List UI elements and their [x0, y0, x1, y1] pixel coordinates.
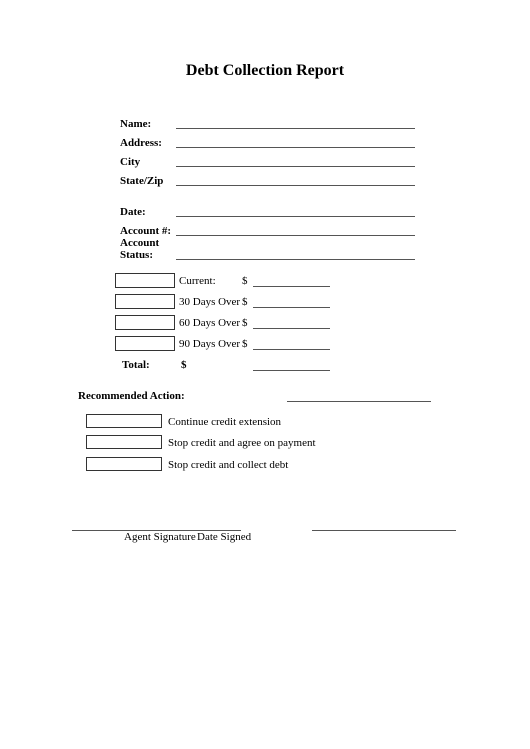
account-status-label-line1: Account [120, 237, 160, 249]
date-signed-label: Date Signed [197, 531, 252, 543]
account-number-label: Account #: [120, 225, 172, 237]
current-label: Current: [179, 275, 216, 287]
stop-credit-collect-label: Stop credit and collect debt [168, 459, 289, 471]
address-field[interactable] [176, 147, 415, 148]
60-days-amount-field[interactable] [253, 328, 330, 329]
state-zip-field[interactable] [176, 185, 415, 186]
account-status-label-line2: Status: [120, 249, 154, 261]
date-label: Date: [120, 206, 146, 218]
90-days-amount-field[interactable] [253, 349, 330, 350]
30-days-dollar-sign: $ [242, 296, 248, 308]
stop-credit-agree-label: Stop credit and agree on payment [168, 437, 316, 449]
current-amount-field[interactable] [253, 286, 330, 287]
90-days-checkbox[interactable] [115, 336, 175, 351]
90-days-dollar-sign: $ [242, 338, 248, 350]
name-label: Name: [120, 118, 152, 130]
recommended-action-field[interactable] [287, 401, 431, 402]
stop-credit-collect-checkbox[interactable] [86, 457, 162, 471]
recommended-action-label: Recommended Action: [78, 390, 185, 402]
current-dollar-sign: $ [242, 275, 248, 287]
30-days-checkbox[interactable] [115, 294, 175, 309]
state-zip-label: State/Zip [120, 175, 164, 187]
current-checkbox[interactable] [115, 273, 175, 288]
30-days-label: 30 Days Over [179, 296, 241, 308]
90-days-label: 90 Days Over [179, 338, 241, 350]
city-label: City [120, 156, 141, 168]
city-field[interactable] [176, 166, 415, 167]
name-field[interactable] [176, 128, 415, 129]
60-days-dollar-sign: $ [242, 317, 248, 329]
60-days-checkbox[interactable] [115, 315, 175, 330]
continue-credit-label: Continue credit extension [168, 416, 282, 428]
account-status-field[interactable] [176, 259, 415, 260]
agent-signature-label: Agent Signature [124, 531, 196, 543]
date-field[interactable] [176, 216, 415, 217]
address-label: Address: [120, 137, 162, 149]
continue-credit-checkbox[interactable] [86, 414, 162, 428]
page-title: Debt Collection Report [185, 62, 345, 79]
stop-credit-agree-checkbox[interactable] [86, 435, 162, 449]
total-label: Total: [122, 359, 150, 371]
account-number-field[interactable] [176, 235, 415, 236]
total-dollar-sign: $ [181, 359, 187, 371]
total-amount-field[interactable] [253, 370, 330, 371]
30-days-amount-field[interactable] [253, 307, 330, 308]
60-days-label: 60 Days Over [179, 317, 241, 329]
date-signed-field[interactable] [312, 530, 456, 531]
